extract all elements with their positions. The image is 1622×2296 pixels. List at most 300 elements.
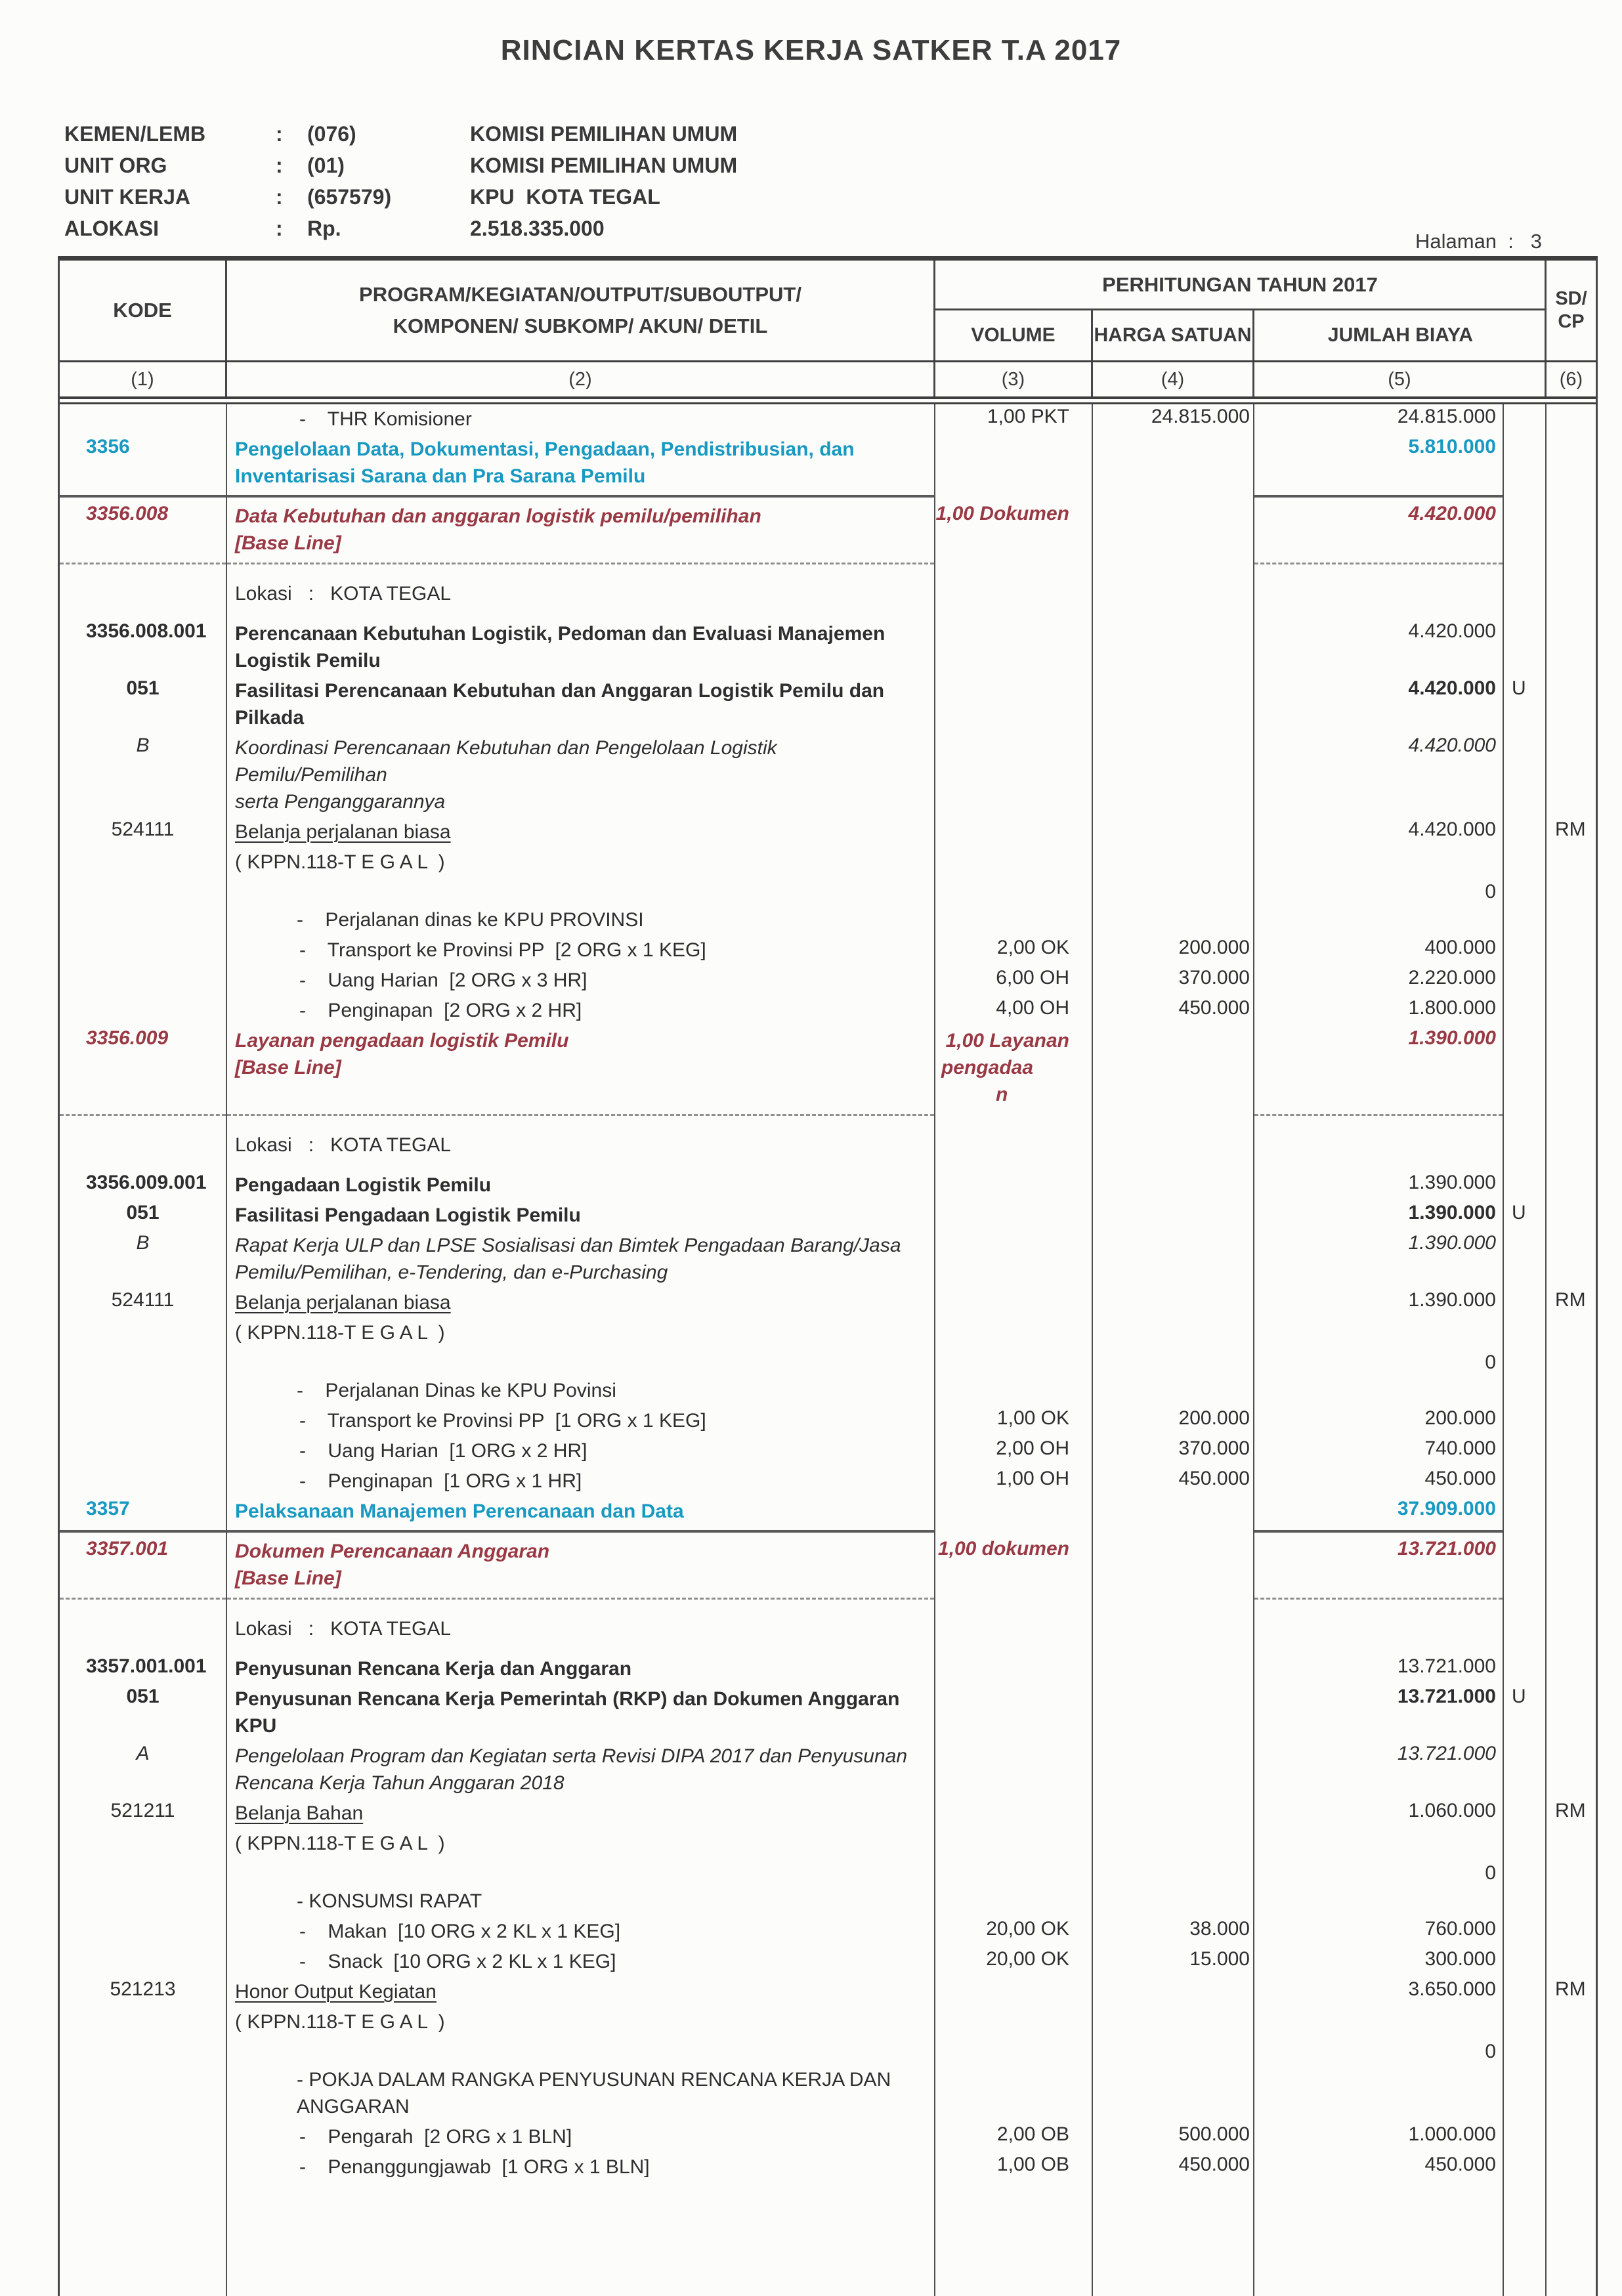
- kode-cell: [60, 1859, 227, 1886]
- amount-cell: [1254, 1594, 1504, 1604]
- amount-cell: [1254, 2007, 1504, 2037]
- desc-cell: [227, 996, 935, 1026]
- meta-value: KPU KOTA TEGAL: [470, 185, 660, 209]
- kode-cell: [60, 1917, 227, 1947]
- source-fund-cell: [1547, 935, 1596, 966]
- desc-line: Fasilitasi Pengadaan Logistik Pemilu: [235, 1204, 581, 1226]
- table-row: [60, 1537, 1596, 1594]
- flag-cell: [1504, 501, 1547, 559]
- volume-cell: [935, 559, 1093, 568]
- column-number: (2): [227, 362, 935, 396]
- flag-cell: [1504, 1741, 1547, 1798]
- unit-price-cell: [1093, 1859, 1254, 1886]
- desc-cell: [227, 1798, 935, 1829]
- flag-cell: U: [1504, 676, 1547, 733]
- desc-line: Layanan pengadaan logistik Pemilu: [235, 1030, 569, 1052]
- volume-cell: [935, 492, 1093, 501]
- amount-cell: 13.721.000: [1254, 1741, 1504, 1798]
- unit-price-cell: [1093, 2065, 1254, 2122]
- source-fund-cell: [1547, 2065, 1596, 2122]
- amount-cell: [1254, 559, 1504, 568]
- flag-cell: [1504, 1977, 1547, 2007]
- unit-price-cell: [1093, 2182, 1254, 2296]
- unit-price-cell: [1093, 1376, 1254, 1406]
- kode-cell: [60, 2065, 227, 2122]
- desc-cell: [227, 1977, 935, 2007]
- desc-cell: [227, 1497, 935, 1527]
- table-row: [60, 1231, 1596, 1288]
- desc-cell: [227, 2007, 935, 2037]
- kode-cell: 3356.008.001: [60, 619, 227, 676]
- kode-cell: [60, 1527, 227, 1537]
- volume-cell: 1,00 OK: [935, 1406, 1093, 1436]
- source-fund-cell: [1547, 1170, 1596, 1201]
- flag-cell: [1504, 1886, 1547, 1917]
- unit-price-cell: 38.000: [1093, 1917, 1254, 1947]
- kode-cell: 521211: [60, 1798, 227, 1829]
- desc-line: ( KPPN.118-T E G A L ): [235, 1322, 445, 1344]
- unit-price-cell: [1093, 1026, 1254, 1110]
- amount-cell: 2.220.000: [1254, 966, 1504, 996]
- desc-cell: [227, 1604, 935, 1654]
- volume-cell: [935, 1026, 1093, 1110]
- table-row: [60, 935, 1596, 966]
- source-fund-cell: [1547, 1947, 1596, 1977]
- flag-cell: [1504, 847, 1547, 878]
- volume-cell: 2,00 OK: [935, 935, 1093, 966]
- desc-cell: [227, 733, 935, 817]
- volume-cell: [935, 1654, 1093, 1684]
- unit-price-cell: 370.000: [1093, 1436, 1254, 1466]
- table-row: [60, 1947, 1596, 1977]
- flag-cell: [1504, 559, 1547, 568]
- header-perhitungan: PERHITUNGAN TAHUN 2017: [935, 261, 1545, 310]
- kode-cell: [60, 1120, 227, 1170]
- volume-line: pengadaa: [941, 1057, 1034, 1078]
- source-fund-cell: [1547, 1917, 1596, 1947]
- source-fund-cell: [1547, 1604, 1596, 1654]
- table-row: [60, 1977, 1596, 2007]
- kode-cell: B: [60, 1231, 227, 1288]
- table-row: [60, 1917, 1596, 1947]
- amount-cell: 450.000: [1254, 2152, 1504, 2182]
- volume-cell: [935, 435, 1093, 492]
- unit-price-cell: [1093, 2007, 1254, 2037]
- kode-cell: [60, 996, 227, 1026]
- volume-cell: [935, 568, 1093, 619]
- unit-price-cell: 200.000: [1093, 935, 1254, 966]
- desc-line: - POKJA DALAM RANGKA PENYUSUNAN RENCANA KERJA DAN: [297, 2069, 891, 2091]
- header-subcolumns: [935, 310, 1545, 360]
- source-fund-cell: [1547, 2122, 1596, 2152]
- unit-price-cell: [1093, 1527, 1254, 1537]
- amount-cell: 37.909.000: [1254, 1497, 1504, 1527]
- flag-cell: [1504, 966, 1547, 996]
- desc-line: Pemilu/Pemilihan, e-Tendering, dan e-Purchasing: [235, 1262, 668, 1283]
- amount-cell: [1254, 1527, 1504, 1537]
- amount-cell: 1.800.000: [1254, 996, 1504, 1026]
- header-sdcp: [1547, 261, 1596, 360]
- meta-colon: :: [276, 154, 283, 177]
- amount-cell: 13.721.000: [1254, 1654, 1504, 1684]
- source-fund-cell: [1547, 2037, 1596, 2065]
- flag-cell: [1504, 1859, 1547, 1886]
- desc-line: - Penanggungjawab [1 ORG x 1 BLN]: [299, 2156, 650, 2178]
- meta-row: [64, 213, 737, 244]
- kode-cell: 051: [60, 676, 227, 733]
- desc-cell: [227, 1741, 935, 1798]
- kode-cell: 051: [60, 1684, 227, 1741]
- kode-cell: 051: [60, 1201, 227, 1231]
- flag-cell: [1504, 1829, 1547, 1859]
- unit-price-cell: [1093, 1798, 1254, 1829]
- flag-cell: [1504, 1026, 1547, 1110]
- unit-price-cell: 450.000: [1093, 996, 1254, 1026]
- desc-cell: [227, 1170, 935, 1201]
- unit-price-cell: [1093, 501, 1254, 559]
- meta-colon: :: [276, 185, 283, 209]
- table-row: [60, 847, 1596, 878]
- source-fund-cell: [1547, 1201, 1596, 1231]
- meta-label: ALOKASI: [64, 217, 159, 240]
- source-fund-cell: [1547, 1436, 1596, 1466]
- table-row: [60, 1026, 1596, 1110]
- unit-price-cell: 450.000: [1093, 1466, 1254, 1497]
- desc-line: Penyusunan Rencana Kerja dan Anggaran: [235, 1658, 632, 1680]
- kode-cell: [60, 559, 227, 568]
- table-row: [60, 619, 1596, 676]
- desc-line: - Snack [10 ORG x 2 KL x 1 KEG]: [299, 1951, 616, 1972]
- flag-cell: [1504, 435, 1547, 492]
- volume-line: n: [996, 1084, 1008, 1105]
- volume-cell: [935, 1829, 1093, 1859]
- kode-cell: 524111: [60, 1288, 227, 1318]
- meta-value: KOMISI PEMILIHAN UMUM: [470, 154, 738, 177]
- flag-cell: [1504, 1288, 1547, 1318]
- desc-line: Fasilitasi Perencanaan Kebutuhan dan Anggaran Logistik Pemilu dan: [235, 680, 885, 702]
- kode-cell: [60, 1436, 227, 1466]
- unit-price-cell: [1093, 1684, 1254, 1741]
- source-fund-cell: [1547, 1527, 1596, 1537]
- header-sdcp-line2: CP: [1558, 311, 1585, 332]
- table-row: [60, 1741, 1596, 1798]
- amount-cell: [1254, 568, 1504, 619]
- volume-cell: [935, 2037, 1093, 2065]
- desc-cell: [227, 1466, 935, 1497]
- flag-cell: [1504, 1466, 1547, 1497]
- table-row: [60, 1604, 1596, 1654]
- kode-cell: [60, 404, 227, 435]
- table-row: [60, 1497, 1596, 1527]
- document-title: RINCIAN KERTAS KERJA SATKER T.A 2017: [500, 34, 1122, 66]
- source-fund-cell: [1547, 1537, 1596, 1594]
- kode-cell: [60, 1594, 227, 1604]
- flag-cell: [1504, 1376, 1547, 1406]
- table-row: [60, 2037, 1596, 2065]
- column-number: (1): [60, 362, 227, 396]
- unit-price-cell: [1093, 1594, 1254, 1604]
- source-fund-cell: [1547, 1318, 1596, 1348]
- table-row: [60, 404, 1596, 435]
- volume-cell: [935, 1376, 1093, 1406]
- source-fund-cell: [1547, 1120, 1596, 1170]
- kode-cell: [60, 2037, 227, 2065]
- flag-cell: [1504, 1537, 1547, 1594]
- amount-cell: 450.000: [1254, 1466, 1504, 1497]
- flag-cell: [1504, 1594, 1547, 1604]
- desc-cell: [227, 1406, 935, 1436]
- desc-cell: [227, 501, 935, 559]
- table-row: [60, 1859, 1596, 1886]
- source-fund-cell: [1547, 492, 1596, 501]
- flag-cell: [1504, 1231, 1547, 1288]
- volume-cell: [935, 1348, 1093, 1376]
- desc-cell: [227, 1376, 935, 1406]
- flag-cell: [1504, 1406, 1547, 1436]
- table-row: [60, 2182, 1596, 2296]
- source-fund-cell: RM: [1555, 1289, 1586, 1311]
- amount-cell: [1254, 1886, 1504, 1917]
- desc-cell: [227, 1527, 935, 1537]
- desc-cell: [227, 966, 935, 996]
- desc-cell: [227, 2122, 935, 2152]
- amount-cell: 4.420.000: [1254, 733, 1504, 817]
- volume-cell: [935, 1741, 1093, 1798]
- unit-price-cell: [1093, 492, 1254, 501]
- desc-cell: [227, 1859, 935, 1886]
- desc-line: - Uang Harian [1 ORG x 2 HR]: [299, 1440, 587, 1462]
- kode-cell: [60, 1886, 227, 1917]
- column-number: (5): [1254, 362, 1547, 396]
- flag-cell: U: [1504, 1684, 1547, 1741]
- amount-cell: 24.815.000: [1254, 404, 1504, 435]
- desc-line: serta Penganggarannya: [235, 791, 446, 813]
- desc-cell: [227, 1436, 935, 1466]
- unit-price-cell: [1093, 435, 1254, 492]
- desc-cell: [227, 1120, 935, 1170]
- kode-cell: 3357: [60, 1497, 227, 1527]
- desc-line: Lokasi : KOTA TEGAL: [235, 1618, 452, 1640]
- source-fund-cell: [1547, 1886, 1596, 1917]
- meta-code: (657579): [307, 185, 392, 209]
- table-row: [60, 1348, 1596, 1376]
- amount-cell: [1254, 905, 1504, 935]
- source-fund-cell: [1547, 559, 1596, 568]
- desc-line: Belanja perjalanan biasa: [235, 821, 451, 843]
- source-fund-cell: [1547, 1654, 1596, 1684]
- unit-price-cell: [1093, 568, 1254, 619]
- kode-cell: [60, 905, 227, 935]
- kode-cell: [60, 492, 227, 501]
- kode-cell: [60, 1348, 227, 1376]
- meta-row: [64, 150, 737, 181]
- desc-cell: [227, 1654, 935, 1684]
- desc-cell: [227, 1231, 935, 1288]
- kode-cell: 3356.008: [60, 501, 227, 559]
- table-row: [60, 2122, 1596, 2152]
- flag-cell: [1504, 1318, 1547, 1348]
- unit-price-cell: 200.000: [1093, 1406, 1254, 1436]
- table-row: [60, 568, 1596, 619]
- volume-cell: 1,00 dokumen: [935, 1537, 1093, 1594]
- amount-cell: 4.420.000: [1254, 676, 1504, 733]
- unit-price-cell: [1093, 1537, 1254, 1594]
- column-number: (6): [1559, 368, 1583, 390]
- desc-cell: [227, 847, 935, 878]
- desc-line: - Uang Harian [2 ORG x 3 HR]: [299, 969, 587, 991]
- desc-line: - Penginapan [2 ORG x 2 HR]: [299, 1000, 582, 1021]
- volume-cell: [935, 1170, 1093, 1201]
- desc-cell: [227, 2065, 935, 2122]
- flag-cell: [1504, 1348, 1547, 1376]
- desc-cell: [227, 817, 935, 847]
- page-number-label: Halaman: [1415, 230, 1497, 253]
- unit-price-cell: 370.000: [1093, 966, 1254, 996]
- amount-cell: [1254, 847, 1504, 878]
- flag-cell: [1504, 1170, 1547, 1201]
- separator-row: [60, 1110, 1596, 1120]
- volume-cell: [935, 1231, 1093, 1288]
- amount-cell: [1254, 1376, 1504, 1406]
- amount-cell: 200.000: [1254, 1406, 1504, 1436]
- unit-price-cell: [1093, 676, 1254, 733]
- table-body: [60, 404, 1596, 2296]
- kode-cell: [60, 966, 227, 996]
- volume-cell: 1,00 PKT: [935, 404, 1093, 435]
- column-number-row: [60, 362, 1596, 396]
- desc-cell: [227, 1201, 935, 1231]
- source-fund-cell: [1547, 905, 1596, 935]
- header-perhitungan-group: [935, 261, 1547, 360]
- volume-cell: 1,00 OB: [935, 2152, 1093, 2182]
- desc-cell: [227, 1947, 935, 1977]
- volume-cell: 4,00 OH: [935, 996, 1093, 1026]
- unit-price-cell: [1093, 1654, 1254, 1684]
- unit-price-cell: 500.000: [1093, 2122, 1254, 2152]
- volume-cell: [935, 1594, 1093, 1604]
- source-fund-cell: [1547, 878, 1596, 905]
- source-fund-cell: [1547, 1497, 1596, 1527]
- table-row: [60, 996, 1596, 1026]
- desc-line: Rapat Kerja ULP dan LPSE Sosialisasi dan Bimtek Pengadaan Barang/Jasa: [235, 1235, 901, 1256]
- table-row: [60, 1654, 1596, 1684]
- table-row: [60, 878, 1596, 905]
- volume-cell: [935, 676, 1093, 733]
- separator-row: [60, 1594, 1596, 1604]
- volume-cell: 20,00 OK: [935, 1947, 1093, 1977]
- kode-cell: [60, 2152, 227, 2182]
- column-number: (3): [935, 362, 1093, 396]
- budget-table: [58, 256, 1598, 2296]
- unit-price-cell: [1093, 878, 1254, 905]
- unit-price-cell: [1093, 1497, 1254, 1527]
- flag-cell: [1504, 2152, 1547, 2182]
- desc-line: Pilkada: [235, 707, 305, 729]
- header-program-line1: PROGRAM/KEGIATAN/OUTPUT/SUBOUTPUT/: [359, 283, 801, 306]
- table-row: [60, 2152, 1596, 2182]
- kode-cell: [60, 935, 227, 966]
- separator-row: [60, 1527, 1596, 1537]
- source-fund-cell: [1547, 847, 1596, 878]
- desc-line: KPU: [235, 1715, 277, 1737]
- header-kode: KODE: [60, 261, 227, 360]
- amount-cell: 13.721.000: [1254, 1537, 1504, 1594]
- desc-cell: [227, 1886, 935, 1917]
- volume-cell: [935, 847, 1093, 878]
- flag-cell: [1504, 2065, 1547, 2122]
- amount-cell: 5.810.000: [1254, 435, 1504, 492]
- source-fund-cell: [1547, 996, 1596, 1026]
- kode-cell: [60, 1466, 227, 1497]
- separator-row: [60, 492, 1596, 501]
- unit-price-cell: [1093, 1120, 1254, 1170]
- desc-cell: [227, 878, 935, 905]
- source-fund-cell: [1547, 2152, 1596, 2182]
- source-fund-cell: [1547, 1026, 1596, 1110]
- kode-cell: [60, 1947, 227, 1977]
- unit-price-cell: [1093, 1977, 1254, 2007]
- desc-cell: [227, 568, 935, 619]
- desc-line: ANGGARAN: [297, 2096, 410, 2117]
- table-row: [60, 1120, 1596, 1170]
- amount-cell: 4.420.000: [1254, 817, 1504, 847]
- desc-line: Logistik Pemilu: [235, 650, 381, 671]
- unit-price-cell: [1093, 1201, 1254, 1231]
- desc-line: ( KPPN.118-T E G A L ): [235, 1833, 445, 1854]
- desc-line: Pengadaan Logistik Pemilu: [235, 1174, 492, 1196]
- amount-cell: 1.390.000: [1254, 1231, 1504, 1288]
- flag-cell: [1504, 996, 1547, 1026]
- meta-code: Rp.: [307, 217, 341, 240]
- desc-line: [Base Line]: [235, 1567, 341, 1589]
- unit-price-cell: [1093, 905, 1254, 935]
- table-row: [60, 733, 1596, 817]
- unit-price-cell: [1093, 1110, 1254, 1120]
- amount-cell: 300.000: [1254, 1947, 1504, 1977]
- desc-cell: [227, 935, 935, 966]
- desc-line: Honor Output Kegiatan: [235, 1981, 437, 2003]
- unit-price-cell: [1093, 1318, 1254, 1348]
- amount-cell: 1.000.000: [1254, 2122, 1504, 2152]
- table-row: [60, 676, 1596, 733]
- meta-label: KEMEN/LEMB: [64, 122, 206, 146]
- amount-cell: 1.060.000: [1254, 1798, 1504, 1829]
- volume-cell: [935, 1684, 1093, 1741]
- flag-cell: [1504, 935, 1547, 966]
- table-row: [60, 1170, 1596, 1201]
- volume-cell: [935, 1604, 1093, 1654]
- table-row: [60, 2065, 1596, 2122]
- volume-cell: [935, 1977, 1093, 2007]
- header-volume: VOLUME: [935, 310, 1093, 360]
- kode-cell: [60, 1406, 227, 1436]
- flag-cell: [1504, 1120, 1547, 1170]
- desc-cell: [227, 2182, 935, 2296]
- meta-value: KOMISI PEMILIHAN UMUM: [470, 122, 738, 146]
- desc-line: - Perjalanan Dinas ke KPU Povinsi: [297, 1380, 616, 1401]
- flag-cell: [1504, 1798, 1547, 1829]
- amount-cell: 1.390.000: [1254, 1201, 1504, 1231]
- flag-cell: [1504, 1497, 1547, 1527]
- desc-line: Pengelolaan Data, Dokumentasi, Pengadaan, Pendistribusian, dan: [235, 438, 855, 460]
- source-fund-cell: [1547, 676, 1596, 733]
- flag-cell: [1504, 817, 1547, 847]
- meta-code: (01): [307, 154, 345, 177]
- header-program-line2: KOMPONEN/ SUBKOMP/ AKUN/ DETIL: [393, 314, 768, 337]
- volume-cell: 1,00 OH: [935, 1466, 1093, 1497]
- desc-line: ( KPPN.118-T E G A L ): [235, 2011, 445, 2033]
- desc-cell: [227, 905, 935, 935]
